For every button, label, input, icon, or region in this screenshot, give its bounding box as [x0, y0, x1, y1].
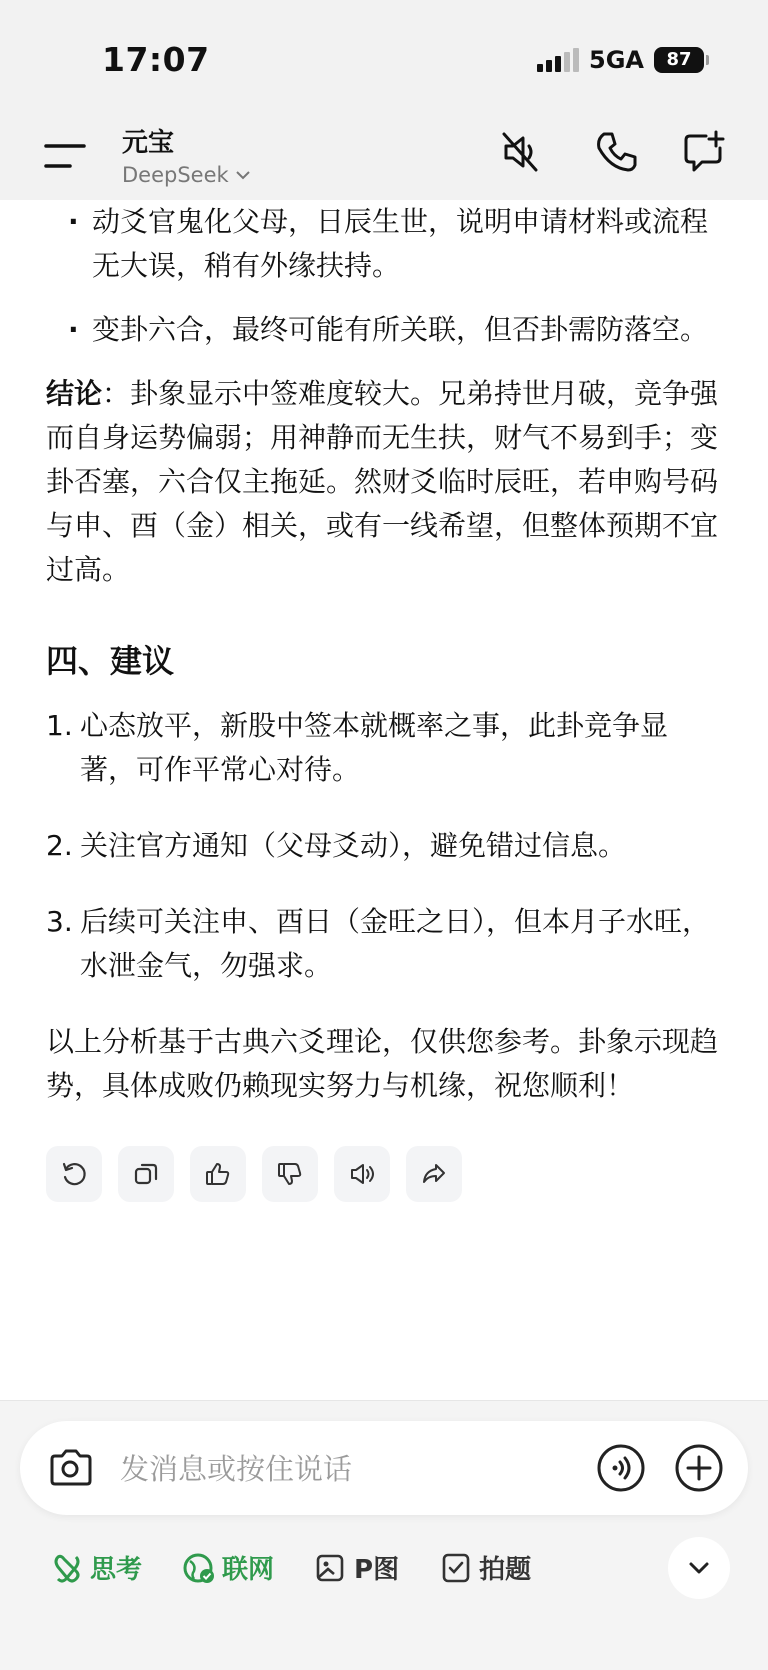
model-selector[interactable] [122, 163, 251, 187]
chevron-down-icon [235, 169, 251, 181]
copy-icon [132, 1160, 160, 1188]
conclusion-label: 结论 [46, 377, 103, 410]
network-type: 5GA [589, 46, 644, 74]
photo-question-label: 拍题 [479, 1555, 532, 1585]
status-indicators [537, 46, 704, 74]
photo-question-button[interactable] [439, 1549, 531, 1586]
app-title: 元宝 [122, 128, 175, 158]
conclusion-paragraph [46, 372, 722, 592]
image-edit-icon [314, 1551, 348, 1585]
message-actions [46, 1146, 722, 1202]
message-content [0, 200, 768, 1400]
list-number: 3. [46, 905, 73, 938]
section-title: 四、建议 [46, 642, 175, 680]
menu-icon[interactable] [44, 138, 86, 174]
phone-icon[interactable] [592, 128, 640, 176]
bullet-list [46, 200, 722, 352]
voice-icon[interactable] [596, 1443, 646, 1493]
battery-icon: 87 [654, 47, 704, 73]
like-button[interactable] [190, 1146, 246, 1202]
model-name: DeepSeek [122, 163, 229, 187]
speaker-icon [348, 1160, 376, 1188]
think-label: 思考 [90, 1555, 143, 1585]
dislike-button[interactable] [262, 1146, 318, 1202]
globe-icon [182, 1551, 216, 1585]
collapse-button[interactable] [668, 1537, 730, 1599]
thumbs-down-icon [276, 1160, 304, 1188]
signal-icon [537, 48, 579, 72]
new-chat-icon[interactable] [680, 128, 728, 176]
list-text: 心态放平，新股中签本就概率之事，此卦竞争显著，可作平常心对待。 [80, 709, 669, 786]
web-search-toggle[interactable] [182, 1549, 274, 1586]
list-number: 1. [46, 709, 73, 742]
plus-icon[interactable] [674, 1443, 724, 1493]
deep-think-icon [50, 1551, 84, 1585]
chat-header [0, 110, 768, 200]
copy-button[interactable] [118, 1146, 174, 1202]
list-number: 2. [46, 829, 73, 862]
status-bar [0, 0, 768, 110]
list-item [46, 704, 722, 792]
read-aloud-button[interactable] [334, 1146, 390, 1202]
think-toggle[interactable] [50, 1549, 142, 1586]
list-item [46, 824, 722, 868]
message-input[interactable]: 发消息或按住说话 [120, 1452, 353, 1486]
share-icon [420, 1160, 448, 1188]
web-label: 联网 [222, 1555, 275, 1585]
composer-area [0, 1400, 768, 1670]
list-item [46, 900, 722, 988]
message-input-bar[interactable] [20, 1421, 748, 1515]
list-item: · 变卦六合，最终可能有所关联，但否卦需防落空。 [46, 308, 722, 352]
refresh-icon [60, 1160, 88, 1188]
title-block[interactable] [122, 122, 251, 187]
list-text: 关注官方通知（父母爻动），避免错过信息。 [80, 829, 627, 862]
p-image-label: P图 [354, 1555, 400, 1585]
checklist-icon [439, 1551, 473, 1585]
list-text: 后续可关注申、酉日（金旺之日），但本月子水旺，水泄金气，勿强求。 [80, 905, 711, 982]
regenerate-button[interactable] [46, 1146, 102, 1202]
conclusion-text: ：卦象显示中签难度较大。兄弟持世月破，竞争强而自身运势偏弱；用神静而无生扶，财气不易到手；变卦否塞，六合仅主拖延。然财爻临时辰旺，若申购号码与申、酉（金）相关，或有一线希望，但整体预期不宜过高。 [46, 377, 719, 586]
closing-paragraph: 以上分析基于古典六爻理论，仅供您参考。卦象示现趋势，具体成败仍赖现实努力与机缘，祝您顺利！ [46, 1025, 719, 1102]
thumbs-up-icon [204, 1160, 232, 1188]
camera-icon[interactable] [46, 1445, 94, 1491]
tool-bar [50, 1549, 531, 1586]
p-image-button[interactable] [314, 1549, 399, 1586]
share-button[interactable] [406, 1146, 462, 1202]
status-time: 17:07 [102, 40, 210, 79]
list-item: · 动爻官鬼化父母，日辰生世，说明申请材料或流程无大误，稍有外缘扶持。 [46, 200, 722, 288]
speaker-muted-icon[interactable] [496, 128, 544, 176]
chevron-down-icon [687, 1560, 711, 1576]
